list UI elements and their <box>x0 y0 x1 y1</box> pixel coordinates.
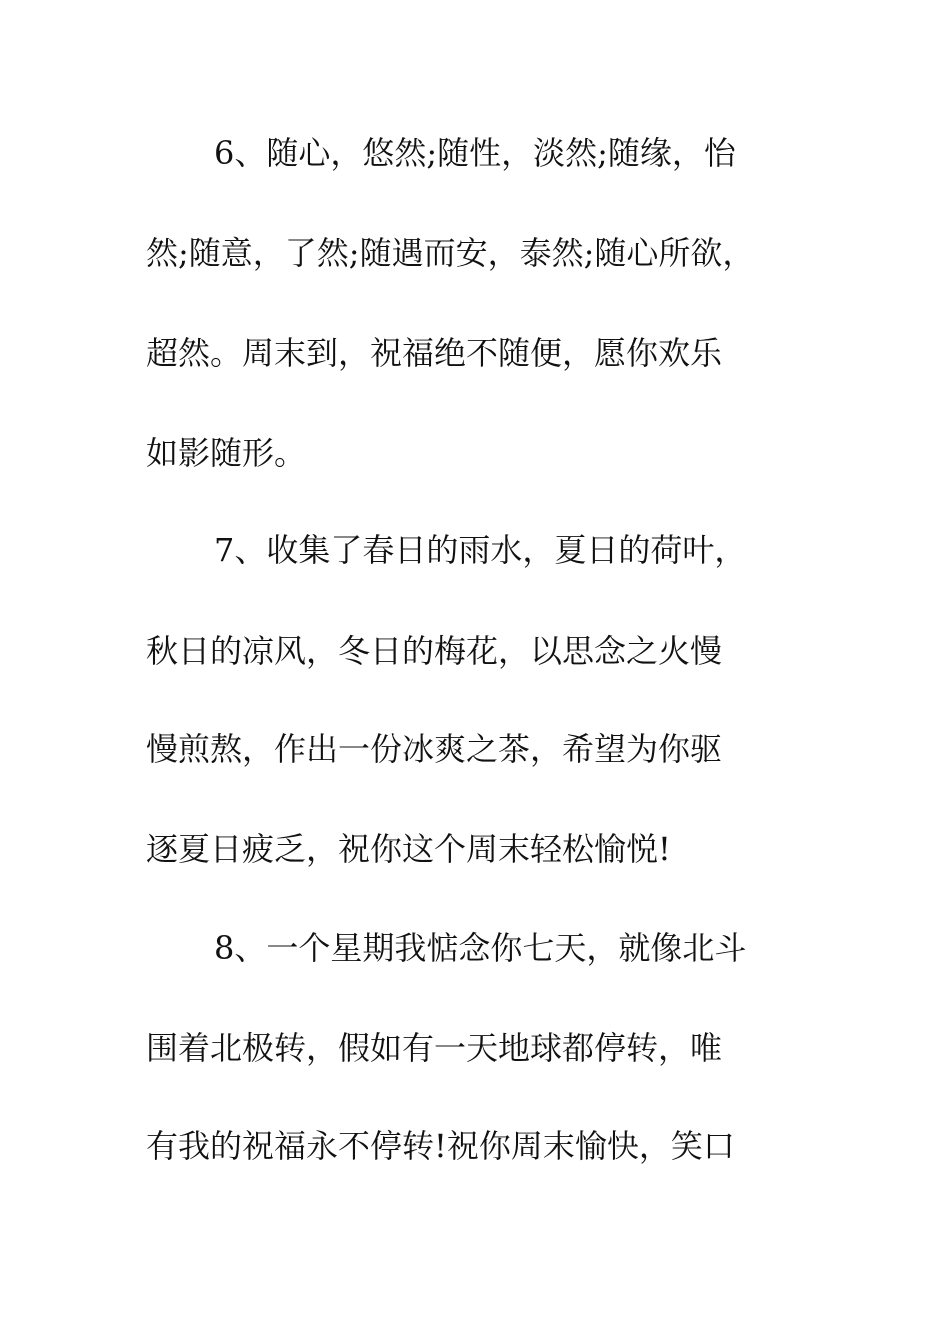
paragraph-7-line-4: 逐夏日疲乏，祝你这个周末轻松愉悦! <box>146 830 671 868</box>
paragraph-6-line-3: 超然。周末到，祝福绝不随便，愿你欢乐 <box>146 334 723 372</box>
paragraph-6-line-4: 如影随形。 <box>146 434 307 472</box>
paragraph-7-line-1: 7、收集了春日的雨水，夏日的荷叶， <box>214 531 747 569</box>
paragraph-8-line-2: 围着北极转，假如有一天地球都停转，唯 <box>146 1029 723 1067</box>
paragraph-6-line-2: 然;随意，了然;随遇而安，泰然;随心所欲， <box>146 234 755 272</box>
paragraph-8-line-3: 有我的祝福永不停转!祝你周末愉快，笑口 <box>146 1127 735 1165</box>
paragraph-6-line-1: 6、随心，悠然;随性，淡然;随缘，怡 <box>214 134 736 172</box>
paragraph-7-line-2: 秋日的凉风，冬日的梅花，以思念之火慢 <box>146 632 723 670</box>
paragraph-7-line-3: 慢煎熬，作出一份冰爽之茶，希望为你驱 <box>146 730 723 768</box>
paragraph-8-line-1: 8、一个星期我惦念你七天，就像北斗 <box>214 929 747 967</box>
